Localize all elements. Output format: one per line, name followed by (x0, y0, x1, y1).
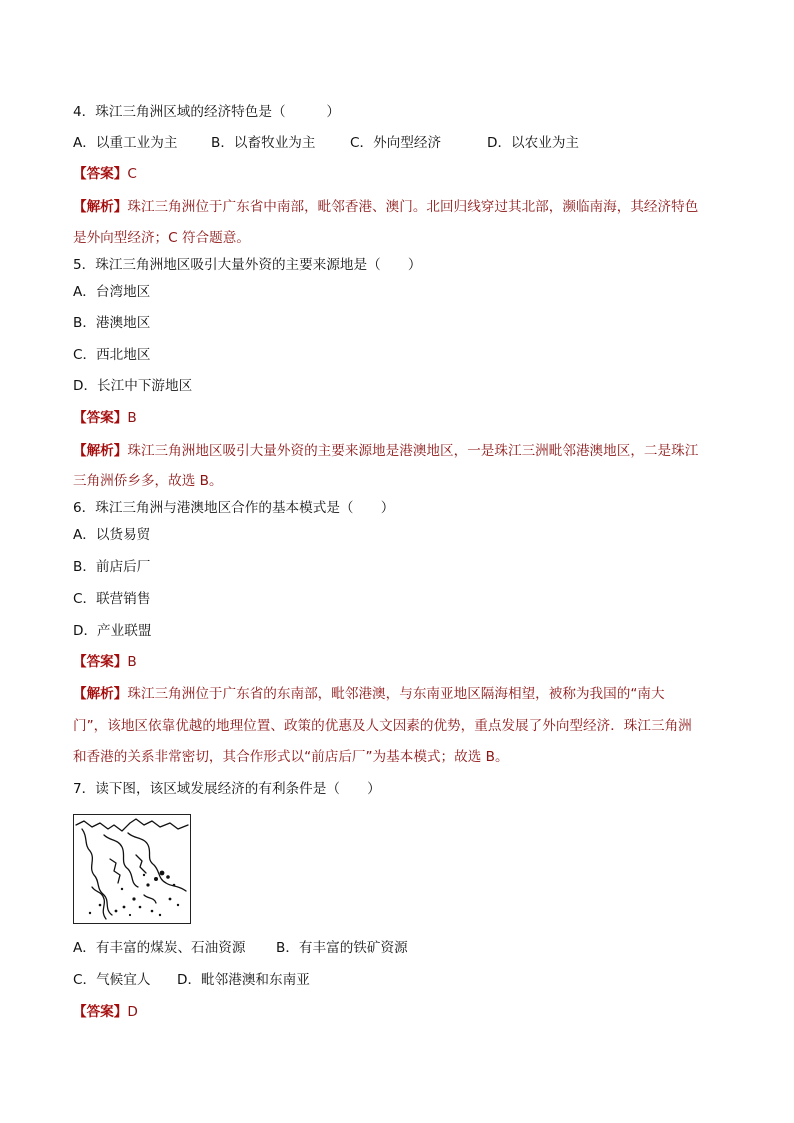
q5-analysis-line-2: 三角洲侨乡多，故选 B。 (73, 473, 223, 489)
answer-tag: 【答案】 (73, 1004, 128, 1020)
q5-analysis-line-1 (73, 442, 698, 460)
q4-analysis-line-1 (73, 198, 698, 216)
answer-tag: 【答案】 (73, 654, 128, 670)
q5-option-a: A．台湾地区 (73, 284, 151, 300)
q6-analysis-line-1 (73, 685, 665, 703)
q7-option-b: B．有丰富的铁矿资源 (276, 940, 408, 956)
answer-tag: 【答案】 (73, 410, 128, 426)
q6-option-a: A．以货易贸 (73, 527, 151, 543)
q4-stem: 4．珠江三角洲区域的经济特色是（ ） (73, 104, 340, 120)
q4-option-d: D．以农业为主 (487, 135, 580, 151)
q4-option-b: B．以畜牧业为主 (211, 135, 316, 151)
q6-analysis-line-3: 和香港的关系非常密切，其合作形式以“前店后厂”为基本模式；故选 B。 (73, 749, 509, 765)
analysis-tag: 【解析】 (73, 686, 128, 702)
answer-value: D (127, 1004, 138, 1020)
q6-analysis-line-2: 门”，该地区依靠优越的地理位置、政策的优惠及人文因素的优势，重点发展了外向型经济．珠江三角洲 (73, 718, 692, 734)
q5-answer (73, 409, 137, 427)
answer-tag: 【答案】 (73, 166, 128, 182)
q4-option-c: C．外向型经济 (350, 135, 442, 151)
analysis-text: 珠江三角洲位于广东省的东南部，毗邻港澳，与东南亚地区隔海相望，被称为我国的“南大 (127, 686, 665, 702)
analysis-tag: 【解析】 (73, 443, 128, 459)
q4-option-a: A．以重工业为主 (73, 135, 178, 151)
q6-answer (73, 653, 137, 671)
analysis-text: 珠江三角洲位于广东省中南部，毗邻香港、澳门。北回归线穿过其北部，濒临南海，其经济特色 (127, 199, 699, 215)
answer-value: B (127, 410, 137, 426)
map-drawing (74, 815, 190, 923)
q7-stem: 7．读下图，该区域发展经济的有利条件是（ ） (73, 781, 381, 797)
pearl-river-delta-map (73, 814, 191, 924)
analysis-text: 珠江三角洲地区吸引大量外资的主要来源地是港澳地区，一是珠江三洲毗邻港澳地区，二是珠江 (127, 443, 699, 459)
q7-option-a: A．有丰富的煤炭、石油资源 (73, 940, 246, 956)
q5-option-b: B．港澳地区 (73, 315, 151, 331)
q5-option-d: D．长江中下游地区 (73, 378, 193, 394)
q4-answer (73, 165, 137, 183)
q7-answer (73, 1003, 138, 1021)
q6-option-b: B．前店后厂 (73, 559, 151, 575)
analysis-tag: 【解析】 (73, 199, 128, 215)
q6-option-d: D．产业联盟 (73, 623, 152, 639)
q5-stem: 5．珠江三角洲地区吸引大量外资的主要来源地是（ ） (73, 257, 422, 273)
q6-option-c: C．联营销售 (73, 591, 151, 607)
answer-value: C (127, 166, 137, 182)
q4-analysis-line-2: 是外向型经济；C 符合题意。 (73, 230, 250, 246)
q7-option-c: C．气候宜人 (73, 972, 151, 988)
q6-stem: 6．珠江三角洲与港澳地区合作的基本模式是（ ） (73, 500, 395, 516)
q5-option-c: C．西北地区 (73, 347, 151, 363)
answer-value: B (127, 654, 137, 670)
q7-option-d: D．毗邻港澳和东南亚 (177, 972, 310, 988)
